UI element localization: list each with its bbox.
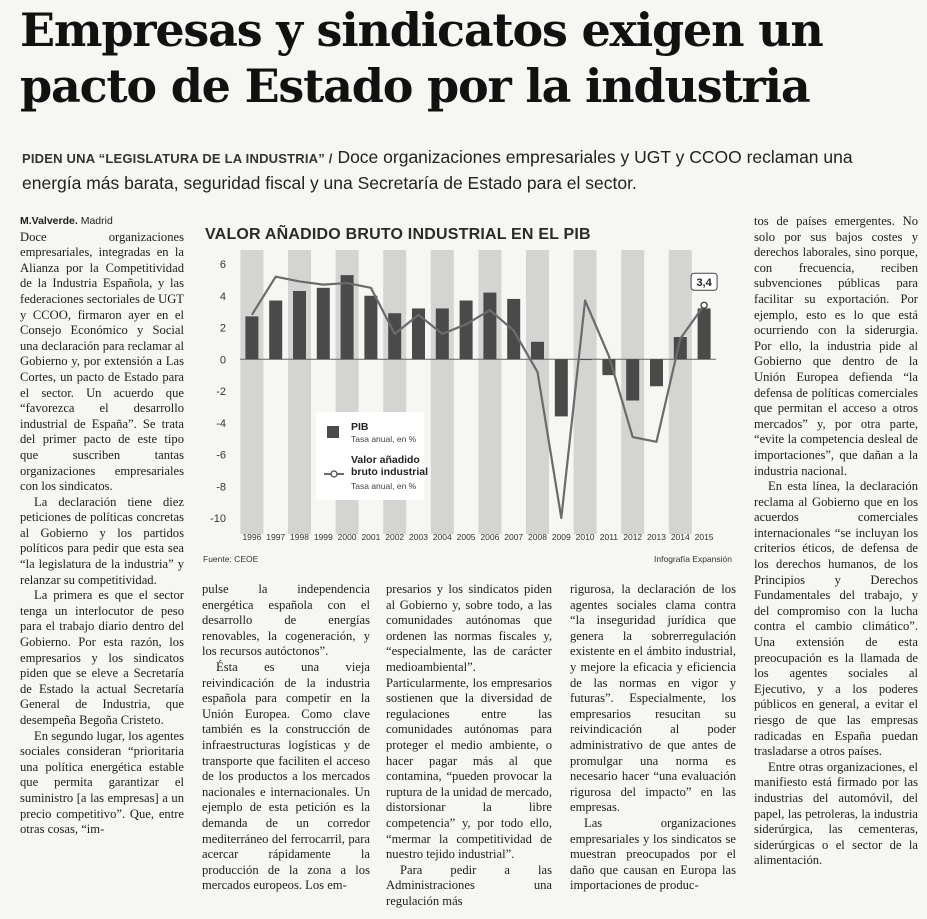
subhead	[22, 145, 912, 195]
paragraph: Doce organizaciones empresariales, integradas en la Alianza por la Competitividad de la Industria Española, y las federaciones sectoriales de UGT y CCOO, firmaron ayer en el Consejo Económico y Social una declaración para reclamar al Gobierno y, por extensión a Las Cortes, un pacto de Estado para el sector. Un acuerdo que “favorezca el desarrollo industrial de España”. Se trata del primer pacto de este tipo que suscriben tantas organizaciones empresariales con los sindicatos.	[20, 229, 184, 494]
paragraph: Ésta es una vieja reivindicación de la industria española para competir en la Unión Europea. Como clave también es la construcción de infraestructuras logísticas y de transporte que faciliten el acceso de los productos a los mercados nacionales e internacionales. Un ejemplo de esta petición es la demanda de un corredor mediterráneo del ferrocarril, para acercar rápidamente la producción de la zona a los mercados europeos. Los em-	[202, 659, 370, 893]
bar-pib	[698, 308, 711, 359]
last-point-marker	[701, 302, 707, 308]
paragraph: En segundo lugar, los agentes sociales consideran “prioritaria una política energética estable que permita garantizar el suministro [a las empresas] a un precio competitivo”. Que, entre otras cosas, “im-	[20, 728, 184, 837]
y-tick-label: 4	[219, 290, 226, 303]
subhead-kicker: PIDEN UNA “LEGISLATURA DE LA INDUSTRIA” /	[22, 151, 333, 166]
y-tick-label: 0	[219, 354, 226, 367]
paragraph: Para pedir a las Administraciones una regulación más	[386, 862, 552, 908]
bar-pib	[317, 288, 330, 359]
y-tick-label: -6	[216, 449, 226, 462]
x-tick-label: 2008	[528, 532, 547, 542]
y-tick-label: -4	[216, 417, 226, 430]
paragraph: La declaración tiene diez peticiones de políticas concretas al Gobierno y los partidos políticos para pedir que esta sea “la legislatura de la industria” y relanzar su competitividad.	[20, 494, 184, 587]
bar-pib	[388, 313, 401, 359]
x-tick-label: 2009	[551, 532, 571, 542]
legend-sublabel-pib: Tasa anual, en %	[351, 434, 417, 444]
year-stripe	[526, 250, 549, 534]
chart-credit: Infografía Expansión	[654, 554, 732, 564]
x-tick-label: 1997	[266, 532, 286, 542]
x-tick-label: 2005	[456, 532, 476, 542]
article-column-1	[20, 214, 184, 914]
x-tick-label: 1996	[242, 532, 262, 542]
x-tick-label: 2014	[670, 532, 690, 542]
bar-pib	[269, 301, 282, 360]
legend-swatch-pib	[327, 426, 339, 438]
paragraph: Entre otras organizaciones, el manifiesto está firmado por las industrias del automóvil, del papel, las petroleras, la industria siderúrgica, las cementeras, siderúrgicas o el sector de la alimentación.	[754, 759, 918, 868]
x-tick-label: 2011	[599, 532, 619, 542]
legend-marker-vab	[331, 471, 337, 477]
bar-pib	[555, 359, 568, 416]
bar-pib	[626, 359, 639, 400]
byline	[20, 214, 184, 230]
chart	[200, 216, 740, 568]
paragraph: En esta línea, la declaración reclama al Gobierno que en los acuerdos comerciales internacionales “se incluyan los criterios éticos, de defensa de los derechos humanos, de los Principios y Derechos Fundamentales del trabajo, y del compromiso con la lucha contra el cambio climático”. Una extensión de esta preocupación es la llamada de los agentes sociales al Ejecutivo, y a los poderes públicos en general, a evitar el riesgo de que las empresas radicadas en España puedan trasladarse a otros países.	[754, 479, 918, 759]
byline-author: M.Valverde.	[20, 215, 78, 227]
year-stripe	[431, 250, 454, 534]
legend-sublabel-vab: Tasa anual, en %	[351, 481, 417, 491]
bar-pib	[460, 301, 473, 360]
article-column-4	[570, 582, 736, 894]
bar-pib	[483, 293, 496, 360]
x-tick-label: 2012	[623, 532, 643, 542]
x-tick-label: 1999	[313, 532, 333, 542]
x-tick-label: 2013	[647, 532, 666, 542]
headline	[20, 2, 910, 114]
article-column-3	[386, 582, 552, 909]
chart-title: VALOR AÑADIDO BRUTO INDUSTRIAL EN EL PIB	[205, 226, 591, 243]
chart-plot	[200, 216, 740, 568]
x-tick-label: 2003	[409, 532, 428, 542]
headline-line2: pacto de Estado por la industria	[20, 59, 810, 113]
byline-place: Madrid	[77, 215, 113, 227]
y-tick-label: -2	[216, 386, 226, 398]
year-stripe	[240, 250, 263, 534]
y-tick-label: -8	[216, 481, 226, 494]
x-tick-label: 2004	[432, 532, 452, 542]
legend-label-vab: Valor añadido bruto industrial	[351, 454, 428, 478]
x-tick-label: 2015	[694, 532, 714, 542]
x-tick-label: 2010	[575, 532, 595, 542]
x-tick-label: 1998	[290, 532, 309, 542]
bar-pib	[579, 359, 592, 360]
paragraph: La primera es que el sector tenga un interlocutor de peso para el trabajo diario dentro del Gobierno. Por esta razón, los empresarios y los sindicatos piden que se eleve a Secretaría de Estado la actual Secretaría General de Industria, que desempeña Begoña Cristeto.	[20, 588, 184, 727]
headline-line1: Empresas y sindicatos exigen un	[20, 3, 823, 57]
y-tick-label: -10	[210, 513, 226, 525]
x-tick-label: 2000	[337, 532, 357, 542]
article-column-2	[202, 582, 370, 894]
y-tick-label: 6	[219, 259, 226, 271]
paragraph: presarios y los sindicatos piden al Gobierno y, sobre todo, a las comunidades autónomas que ordenen las normas fiscales y, “especialmente, las de carácter medioambiental”. Particularmente, los empresarios sostienen que la diversidad de regulaciones entre las comunidades autónomas para proteger el medio ambiente, o hacer pagar más al que contamina, “pueden provocar la ruptura de la unidad de mercado, distorsionar la libre competencia” y, por todo ello, “mermar la competitividad de nuestro tejido industrial”.	[386, 582, 552, 862]
y-tick-label: 2	[219, 322, 226, 335]
paragraph: pulse la independencia energética española con el desarrollo de energías renovables, la cogeneración, y los recursos autóctonos”.	[202, 582, 370, 659]
paragraph: tos de países emergentes. No solo por sus bajos costes y derechos laborales, sino porque, con frecuencia, reciben subvenciones públicas para facilitar su exportación. Por ejemplo, esto es lo que está ocurriendo con la siderurgia. Por ello, la industria pide al Gobierno que dentro de la Unión Europea defienda “la defensa de políticas comerciales que permitan el acceso a otros mercados” y, por otra parte, “evite la competencia desleal de importaciones”, que dañan a la industria nacional.	[754, 214, 918, 478]
x-tick-label: 2001	[361, 532, 381, 542]
subhead-text: Doce organizaciones empresariales y UGT y CCOO reclaman una energía más barata, seguridad fiscal y una Secretaría de Estado para el sector.	[22, 147, 853, 193]
legend-label-pib: PIB	[351, 421, 369, 433]
x-tick-label: 2007	[504, 532, 524, 542]
article-column-5	[754, 214, 918, 869]
bar-pib	[507, 299, 520, 359]
bar-pib	[245, 316, 258, 359]
bar-pib	[341, 275, 354, 359]
chart-source: Fuente: CEOE	[203, 554, 259, 564]
x-tick-label: 2006	[480, 532, 500, 542]
year-stripe	[669, 250, 692, 534]
year-stripe	[574, 250, 597, 534]
paragraph: Las organizaciones empresariales y los sindicatos se muestran preocupados por el daño que causan en Europa las importaciones de produc-	[570, 815, 736, 893]
paragraph: rigurosa, la declaración de los agentes sociales clama contra “la inseguridad jurídica que genera la sobrerregulación existente en el ámbito industrial, y mejore la eficacia y eficiencia de las normas en vigor y futuras”. Especialmente, los empresarios resucitan su reivindicación al poder administrativo de que antes de promulgar una norma es necesario hacer “una evaluación rigurosa del impacto” en las empresas.	[570, 582, 736, 815]
x-tick-label: 2002	[385, 532, 405, 542]
bar-pib	[650, 359, 663, 386]
bar-pib	[364, 296, 377, 360]
bar-pib	[293, 291, 306, 359]
annotation-label: 3,4	[696, 276, 712, 289]
bar-pib	[531, 342, 544, 359]
